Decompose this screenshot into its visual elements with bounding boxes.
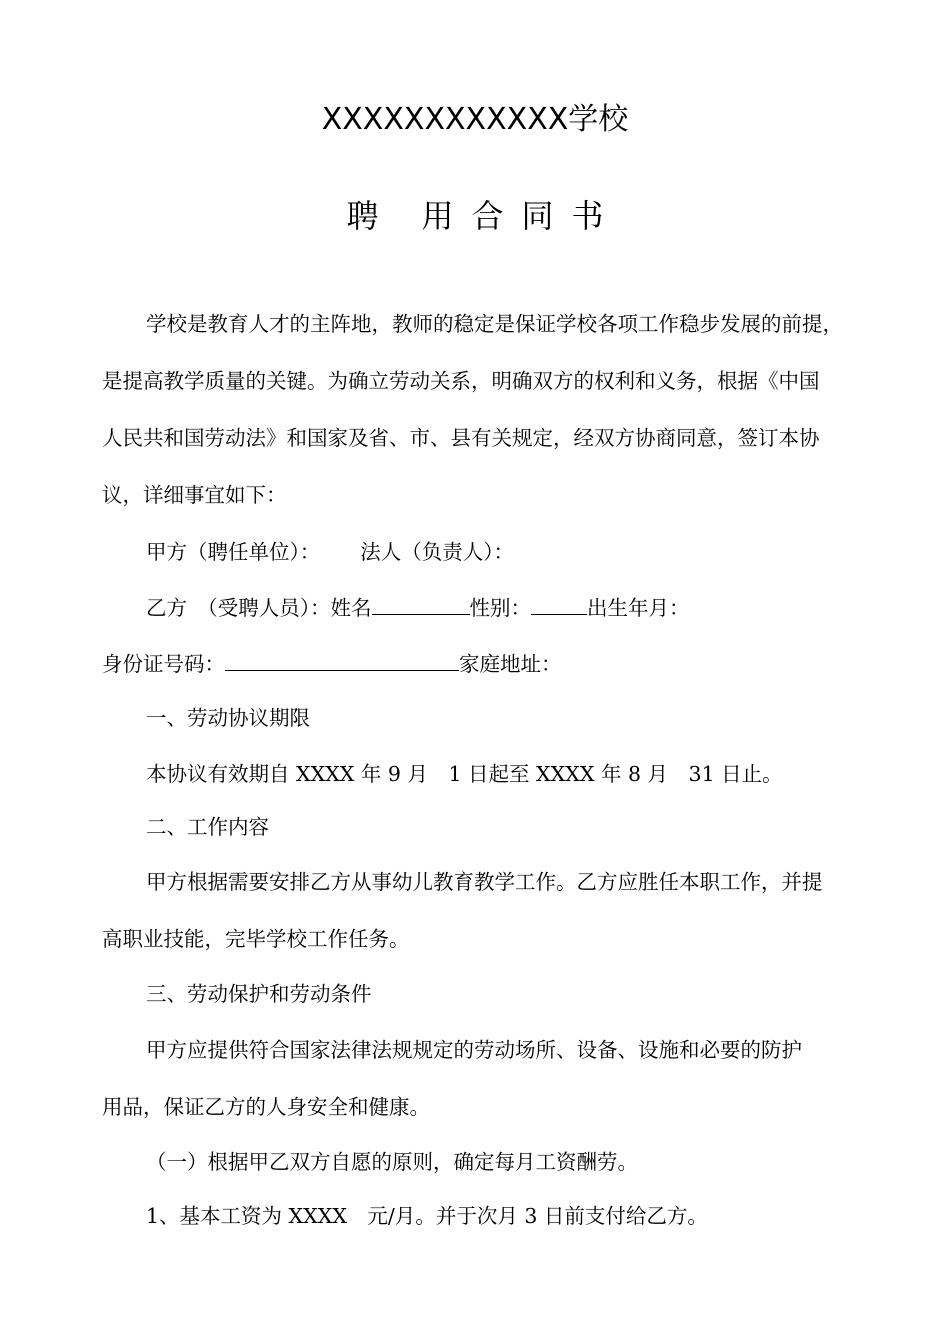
section-text: 本协议有效期自 XXXX 年 9 月 1 日起至 XXXX 年 8 月 31 日止。	[146, 762, 783, 786]
intro-line: 议，详细事宜如下：	[102, 483, 287, 507]
section-text: 用品，保证乙方的人身安全和健康。	[102, 1095, 430, 1119]
title-char: 用	[421, 197, 454, 235]
party-b-name-label: 乙方 （受聘人员）：姓名	[146, 596, 372, 620]
address-label: 家庭地址：	[459, 652, 562, 676]
intro-line: 学校是教育人才的主阵地，教师的稳定是保证学校各项工作稳步发展的前提，	[146, 312, 843, 336]
intro-line: 人民共和国劳动法》和国家及省、市、县有关规定，经双方协商同意，签订本协	[102, 426, 820, 450]
party-b-line	[146, 592, 896, 623]
intro-line: 是提高教学质量的关键。为确立劳动关系，明确双方的权利和义务，根据《中国	[102, 369, 820, 393]
party-a-label: 甲方（聘任单位）：	[146, 540, 321, 564]
section-text: 甲方应提供符合国家法律法规规定的劳动场所、设备、设施和必要的防护	[146, 1038, 802, 1062]
birth-label: 出生年月：	[587, 596, 690, 620]
title-char: 同	[521, 197, 554, 235]
id-line	[102, 648, 892, 679]
party-a-line	[146, 537, 896, 567]
id-number-blank[interactable]	[225, 648, 459, 671]
title-char: 合	[471, 197, 504, 235]
document-title	[0, 196, 950, 236]
section-text: 甲方根据需要安排乙方从事幼儿教育教学工作。乙方应胜任本职工作，并提	[146, 870, 823, 894]
section-heading: 二、工作内容	[146, 815, 269, 839]
title-char: 聘	[346, 197, 379, 235]
name-blank[interactable]	[372, 592, 470, 615]
section-heading: 三、劳动保护和劳动条件	[146, 982, 372, 1006]
section-text: 高职业技能，完毕学校工作任务。	[102, 927, 410, 951]
salary-item: 1、基本工资为 XXXX 元/月。并于次月 3 日前支付给乙方。	[146, 1204, 708, 1228]
section-heading: 一、劳动协议期限	[146, 706, 310, 730]
id-number-label: 身份证号码：	[102, 652, 225, 676]
gender-label: 性别：	[469, 596, 531, 620]
legal-rep-label: 法人（负责人）：	[360, 540, 514, 564]
school-name: XXXXXXXXXXXX学校	[321, 102, 629, 137]
title-char: 书	[571, 197, 604, 235]
subsection-heading: （一）根据甲乙双方自愿的原则，确定每月工资酬劳。	[146, 1150, 638, 1174]
gender-blank[interactable]	[531, 592, 587, 615]
